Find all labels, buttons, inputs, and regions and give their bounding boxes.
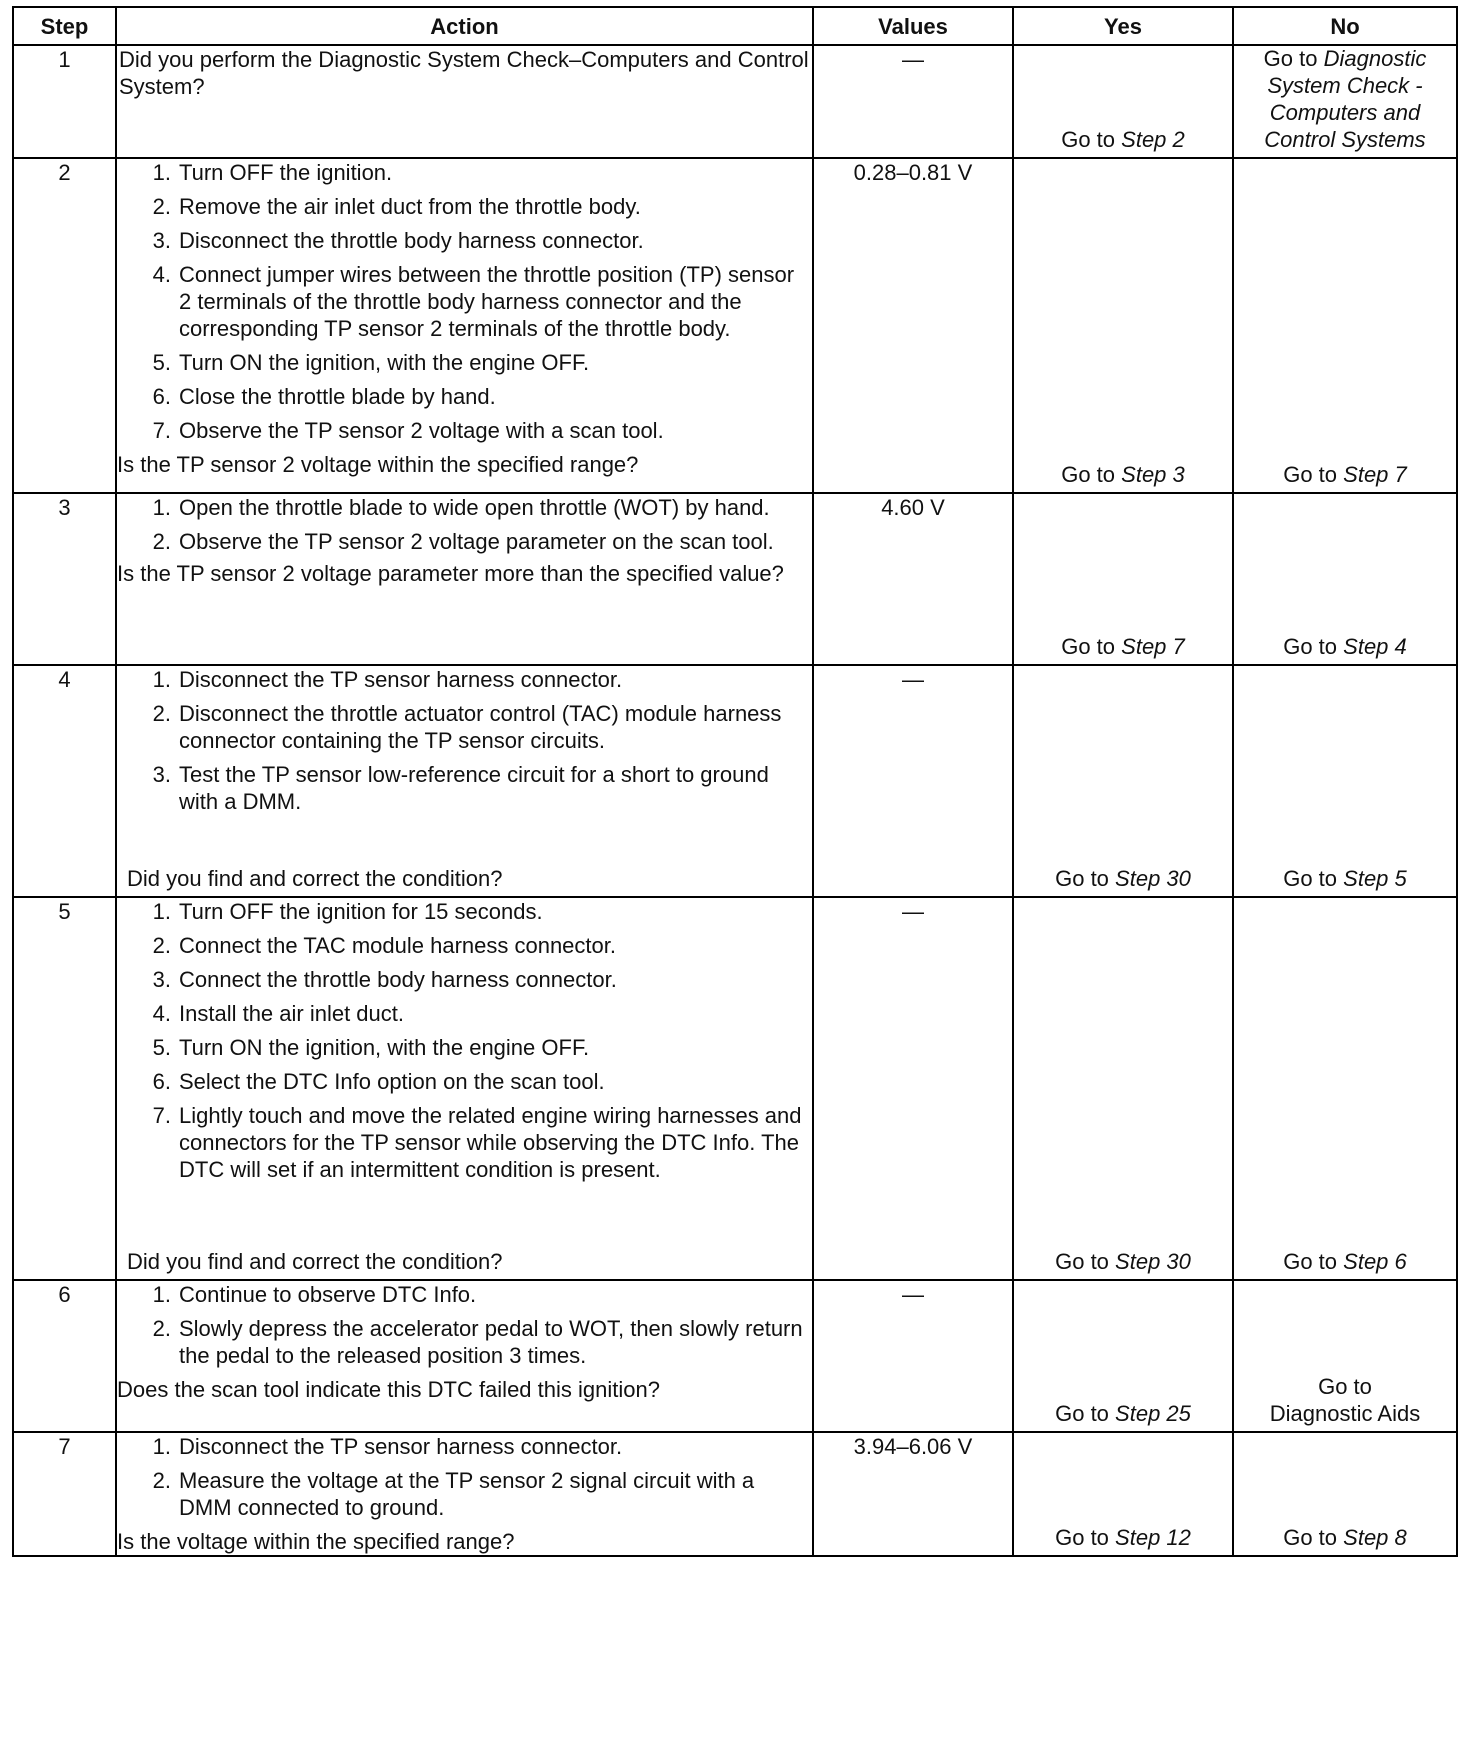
action-question: Is the voltage within the specified range? <box>117 1529 515 1554</box>
yes-link[interactable]: Step 30 <box>1115 1249 1191 1274</box>
action-item: 2. Observe the TP sensor 2 voltage parameter on the scan tool. <box>152 529 774 554</box>
step-number: 1 <box>13 45 116 158</box>
action-item: 4. Connect jumper wires between the throttle position (TP) sensor 2 terminals of the throttle body harness connector and the corresponding TP sensor 2 terminals of the throttle body. <box>152 262 795 341</box>
action-item: 7. Observe the TP sensor 2 voltage with a scan tool. <box>152 418 664 443</box>
action-cell <box>116 665 813 897</box>
action-steps <box>117 159 812 444</box>
no-link[interactable]: Diagnostic System Check - Computers and Control Systems <box>1264 46 1427 152</box>
yes-prefix: Go to <box>1061 462 1116 487</box>
action-item: 2. Slowly depress the accelerator pedal to WOT, then slowly return the pedal to the released position 3 times. <box>152 1316 803 1368</box>
no-prefix: Go to <box>1283 866 1338 891</box>
action-item: 3. Connect the throttle body harness connector. <box>152 967 617 992</box>
header-step: Step <box>13 7 116 45</box>
yes-cell <box>1013 1432 1233 1556</box>
yes-link[interactable]: Step 3 <box>1121 462 1185 487</box>
action-question: Did you find and correct the condition? <box>127 1249 503 1274</box>
action-item: 3. Test the TP sensor low-reference circuit for a short to ground with a DMM. <box>152 762 769 814</box>
yes-link[interactable]: Step 7 <box>1121 634 1185 659</box>
no-cell <box>1233 1280 1457 1432</box>
no-cell <box>1233 493 1457 665</box>
yes-cell <box>1013 493 1233 665</box>
action-item: 6. Select the DTC Info option on the scan tool. <box>152 1069 605 1094</box>
value-cell: — <box>813 45 1013 158</box>
action-item: 3. Disconnect the throttle body harness connector. <box>152 228 644 253</box>
action-steps <box>117 494 812 555</box>
table-row <box>13 1432 1457 1556</box>
no-link[interactable]: Step 7 <box>1343 462 1407 487</box>
no-cell <box>1233 45 1457 158</box>
table-row <box>13 665 1457 897</box>
action-item: 1. Turn OFF the ignition for 15 seconds. <box>152 899 543 924</box>
action-item: 5. Turn ON the ignition, with the engine OFF. <box>152 350 590 375</box>
table-row <box>13 493 1457 665</box>
no-prefix: Go to <box>1283 462 1338 487</box>
value-cell: — <box>813 665 1013 897</box>
header-row <box>13 7 1457 45</box>
no-link[interactable]: Step 4 <box>1343 634 1407 659</box>
table-row <box>13 158 1457 493</box>
action-item: 2. Measure the voltage at the TP sensor 2 signal circuit with a DMM connected to ground. <box>152 1468 755 1520</box>
yes-prefix: Go to <box>1055 866 1109 891</box>
action-item: 1. Turn OFF the ignition. <box>152 160 393 185</box>
yes-prefix: Go to <box>1055 1249 1109 1274</box>
action-item: 1. Continue to observe DTC Info. <box>152 1282 477 1307</box>
table-row <box>13 1280 1457 1432</box>
value-cell: — <box>813 897 1013 1280</box>
yes-link[interactable]: Step 12 <box>1115 1525 1191 1550</box>
value-cell: 3.94–6.06 V <box>813 1432 1013 1556</box>
value-cell: 4.60 V <box>813 493 1013 665</box>
step-number: 3 <box>13 493 116 665</box>
step-number: 7 <box>13 1432 116 1556</box>
no-prefix: Go to <box>1263 46 1318 71</box>
header-action: Action <box>116 7 813 45</box>
yes-cell <box>1013 45 1233 158</box>
action-cell <box>116 493 813 665</box>
no-link[interactable]: Step 5 <box>1343 866 1407 891</box>
yes-prefix: Go to <box>1061 127 1116 152</box>
value-cell: 0.28–0.81 V <box>813 158 1013 493</box>
table-row <box>13 897 1457 1280</box>
no-prefix: Go to <box>1283 634 1338 659</box>
action-steps <box>117 666 812 815</box>
action-item: 4. Install the air inlet duct. <box>152 1001 405 1026</box>
yes-cell <box>1013 1280 1233 1432</box>
action-cell <box>116 1280 813 1432</box>
no-link[interactable]: Step 8 <box>1343 1525 1407 1550</box>
step-number: 4 <box>13 665 116 897</box>
yes-cell <box>1013 897 1233 1280</box>
action-question: Does the scan tool indicate this DTC failed this ignition? <box>117 1377 660 1402</box>
action-cell <box>116 45 813 158</box>
action-steps <box>117 898 812 1183</box>
step-number: 2 <box>13 158 116 493</box>
action-item: 1. Disconnect the TP sensor harness connector. <box>152 1434 623 1459</box>
no-cell <box>1233 1432 1457 1556</box>
header-no: No <box>1233 7 1457 45</box>
header-yes: Yes <box>1013 7 1233 45</box>
yes-link[interactable]: Step 2 <box>1121 127 1185 152</box>
action-question: Is the TP sensor 2 voltage parameter more than the specified value? <box>117 561 784 586</box>
step-number: 5 <box>13 897 116 1280</box>
no-prefix: Go to <box>1283 1525 1338 1550</box>
action-question: Is the TP sensor 2 voltage within the specified range? <box>117 452 639 477</box>
yes-prefix: Go to <box>1055 1401 1109 1426</box>
diagnostic-table-container <box>12 6 1456 1734</box>
yes-cell <box>1013 158 1233 493</box>
no-cell <box>1233 665 1457 897</box>
no-cell <box>1233 897 1457 1280</box>
action-item: 2. Disconnect the throttle actuator control (TAC) module harness connector containing the TP sensor circuits. <box>152 701 782 753</box>
no-prefix: Go to <box>1318 1374 1372 1399</box>
action-question: Did you find and correct the condition? <box>127 866 503 891</box>
no-link[interactable]: Diagnostic Aids <box>1269 1401 1421 1426</box>
action-item: 2. Connect the TAC module harness connector. <box>152 933 616 958</box>
action-item: 6. Close the throttle blade by hand. <box>152 384 496 409</box>
action-question: Did you perform the Diagnostic System Check–Computers and Control System? <box>119 47 809 99</box>
no-prefix: Go to <box>1283 1249 1338 1274</box>
yes-prefix: Go to <box>1055 1525 1109 1550</box>
step-number: 6 <box>13 1280 116 1432</box>
yes-link[interactable]: Step 30 <box>1115 866 1191 891</box>
action-item: 1. Disconnect the TP sensor harness connector. <box>152 667 623 692</box>
header-values: Values <box>813 7 1013 45</box>
yes-cell <box>1013 665 1233 897</box>
table-row <box>13 45 1457 158</box>
action-cell <box>116 158 813 493</box>
yes-prefix: Go to <box>1061 634 1116 659</box>
action-item: 2. Remove the air inlet duct from the throttle body. <box>152 194 641 219</box>
action-steps <box>117 1281 812 1369</box>
value-cell: — <box>813 1280 1013 1432</box>
action-steps <box>117 1433 812 1521</box>
no-link[interactable]: Step 6 <box>1343 1249 1407 1274</box>
action-item: 1. Open the throttle blade to wide open throttle (WOT) by hand. <box>152 495 770 520</box>
diagnostic-table <box>12 6 1458 1557</box>
no-cell <box>1233 158 1457 493</box>
action-cell <box>116 897 813 1280</box>
action-item: 5. Turn ON the ignition, with the engine OFF. <box>152 1035 590 1060</box>
yes-link[interactable]: Step 25 <box>1115 1401 1191 1426</box>
action-cell <box>116 1432 813 1556</box>
action-item: 7. Lightly touch and move the related engine wiring harnesses and connectors for the TP sensor while observing the DTC Info. The DTC will set if an intermittent condition is present. <box>152 1103 802 1182</box>
